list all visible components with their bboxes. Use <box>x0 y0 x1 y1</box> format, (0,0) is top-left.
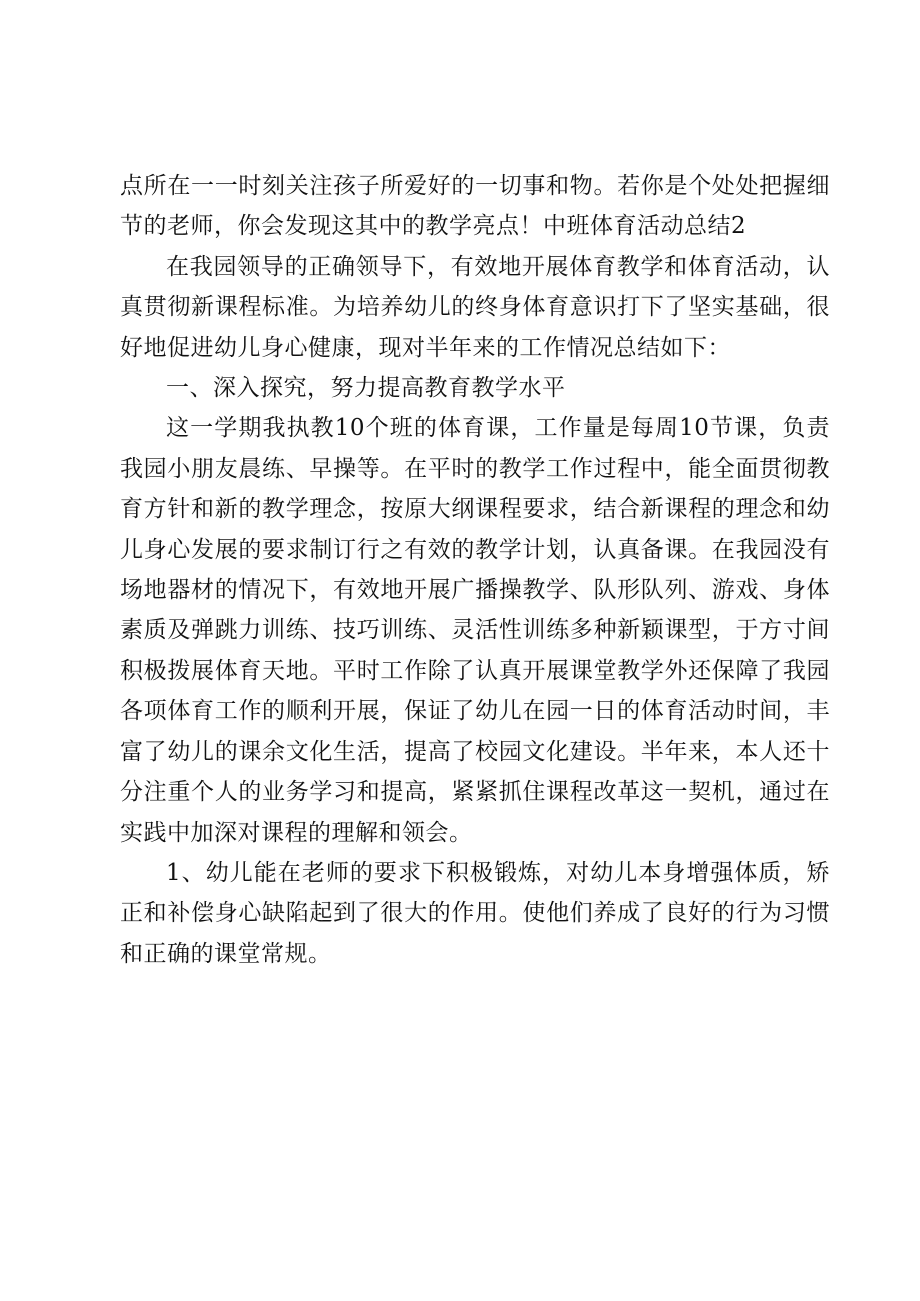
document-body <box>120 166 830 974</box>
paragraph-body: 这一学期我执教10个班的体育课，工作量是每周10节课，负责我园小朋友晨练、早操等。在平时的教学工作过程中，能全面贯彻教育方针和新的教学理念，按原大纲课程要求，结合新课程的理念和幼儿身心发展的要求制订行之有效的教学计划，认真备课。在我园没有场地器材的情况下，有效地开展广播操教学、队形队列、游戏、身体素质及弹跳力训练、技巧训练、灵活性训练多种新颖课型，于方寸间积极拨展体育天地。平时工作除了认真开展课堂教学外还保障了我园各项体育工作的顺利开展，保证了幼儿在园一日的体育活动时间，丰富了幼儿的课余文化生活，提高了校园文化建设。半年来，本人还十分注重个人的业务学习和提高，紧紧抓住课程改革这一契机，通过在实践中加深对课程的理解和领会。 <box>120 415 830 846</box>
paragraph-item-1: 1、幼儿能在老师的要求下积极锻炼，对幼儿本身增强体质，矫正和补偿身心缺陷起到了很大的作用。使他们养成了良好的行为习惯和正确的课堂常规。 <box>120 859 830 967</box>
paragraph-continuation: 点所在一一时刻关注孩子所爱好的一切事和物。若你是个处处把握细节的老师，你会发现这其中的教学亮点！中班体育活动总结2 <box>120 173 830 240</box>
section-heading: 一、深入探究，努力提高教育教学水平 <box>166 375 566 402</box>
paragraph-intro: 在我园领导的正确领导下，有效地开展体育教学和体育活动，认真贯彻新课程标准。为培养幼儿的终身体育意识打下了坚实基础，很好地促进幼儿身心健康，现对半年来的工作情况总结如下： <box>120 253 830 361</box>
